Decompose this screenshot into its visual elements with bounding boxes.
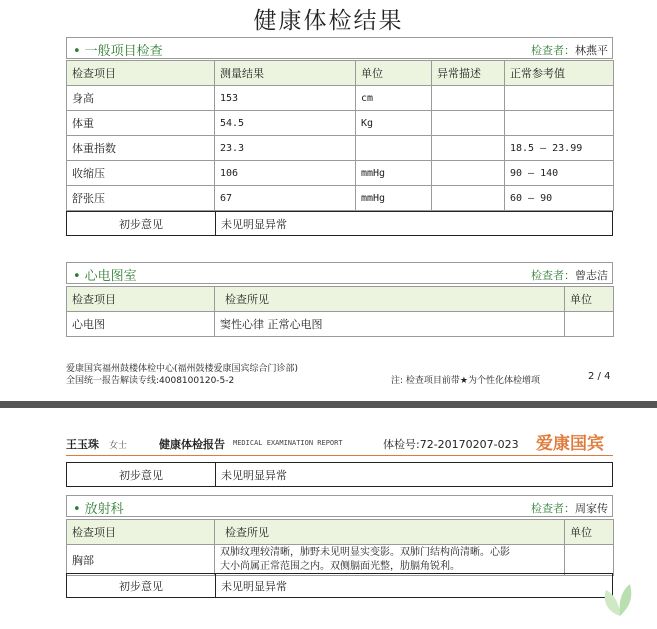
row-item: 体重指数 [67, 136, 215, 161]
header-abnormal: 异常描述 [432, 61, 505, 86]
header-finding: 检查所见 [215, 520, 565, 545]
leaf-logo-icon [598, 578, 642, 618]
table-row [67, 161, 614, 186]
row-item: 胸部 [67, 545, 215, 576]
header-item: 检查项目 [67, 520, 215, 545]
table-row [67, 186, 614, 211]
row-item: 心电图 [67, 312, 215, 337]
general-table-header [67, 61, 614, 86]
summary-label: 初步意见 [67, 212, 216, 236]
general-summary [66, 211, 613, 236]
row-unit [565, 312, 614, 337]
row-result: 23.3 [215, 136, 356, 161]
row-item: 身高 [67, 86, 215, 111]
header-unit: 单位 [565, 520, 614, 545]
patient-name: 王玉珠 [66, 438, 99, 451]
header-unit: 单位 [356, 61, 432, 86]
row-result: 106 [215, 161, 356, 186]
row-unit: cm [356, 86, 432, 111]
row-reference [505, 86, 614, 111]
header-item: 检查项目 [67, 287, 215, 312]
row-finding: 窦性心律 正常心电图 [215, 312, 565, 337]
radiology-table-header [67, 520, 614, 545]
general-table [66, 60, 614, 211]
row-unit [565, 545, 614, 576]
summary-value: 未见明显异常 [216, 574, 613, 598]
table-row [67, 312, 614, 337]
row-result: 67 [215, 186, 356, 211]
finding-line: 双肺纹理较清晰，肺野未见明显实变影。双肺门结构尚清晰。心影 [220, 547, 510, 558]
row-abnormal [432, 136, 505, 161]
page-number: 2 / 4 [588, 371, 611, 382]
radiology-inspector: 检查者：周家传 [531, 502, 608, 515]
row-reference: 60 — 90 [505, 186, 614, 211]
summary-value: 未见明显异常 [216, 212, 613, 236]
finding-line: 大小尚属正常范围之内。双侧膈面光整，肋膈角锐利。 [220, 561, 460, 572]
report-title: 健康体检报告 [159, 438, 225, 451]
row-abnormal [432, 186, 505, 211]
ecg-inspector: 检查者：曾志洁 [531, 269, 608, 282]
row-reference [505, 111, 614, 136]
table-row [67, 545, 614, 576]
exam-number: 体检号:72-20170207-023 [383, 438, 519, 451]
summary-label: 初步意见 [67, 463, 216, 487]
ecg-section-header [66, 262, 613, 284]
header-result: 测量结果 [215, 61, 356, 86]
row-unit: mmHg [356, 186, 432, 211]
header-finding: 检查所见 [215, 287, 565, 312]
row-reference: 18.5 — 23.99 [505, 136, 614, 161]
row-item: 收缩压 [67, 161, 215, 186]
radiology-table [66, 519, 614, 576]
row-abnormal [432, 86, 505, 111]
page-divider [0, 401, 657, 408]
row-unit: Kg [356, 111, 432, 136]
row-abnormal [432, 111, 505, 136]
row-unit [356, 136, 432, 161]
row-reference: 90 — 140 [505, 161, 614, 186]
row-unit: mmHg [356, 161, 432, 186]
general-section-title: • 一般项目检查 [73, 44, 163, 59]
footer-note: 注: 检查项目前带★为个性化体检增项 [391, 376, 540, 386]
ecg-table [66, 286, 614, 337]
row-finding [215, 545, 565, 576]
radiology-summary [66, 573, 613, 598]
row-result: 54.5 [215, 111, 356, 136]
general-section-header [66, 37, 613, 59]
summary-label: 初步意见 [67, 574, 216, 598]
footer-center-name: 爱康国宾福州鼓楼体检中心(福州鼓楼爱康国宾综合门诊部) [66, 364, 299, 374]
radiology-section-title: • 放射科 [73, 502, 124, 517]
header-item: 检查项目 [67, 61, 215, 86]
table-row [67, 86, 614, 111]
ecg-section-title: • 心电图室 [73, 269, 137, 284]
patient-gender: 女士 [109, 441, 128, 451]
brand-logo-text: 爱康国宾 [536, 434, 604, 454]
summary-value: 未见明显异常 [216, 463, 613, 487]
header-reference: 正常参考值 [505, 61, 614, 86]
general-inspector: 检查者：林燕平 [531, 44, 608, 57]
report-title-en: MEDICAL EXAMINATION REPORT [233, 439, 343, 447]
row-item: 体重 [67, 111, 215, 136]
header-unit: 单位 [565, 287, 614, 312]
table-row [67, 111, 614, 136]
table-row [67, 136, 614, 161]
page-title: 健康体检结果 [253, 8, 404, 34]
footer-hotline: 全国统一报告解读专线:4008100120-5-2 [66, 376, 235, 386]
row-abnormal [432, 161, 505, 186]
row-result: 153 [215, 86, 356, 111]
radiology-section-header [66, 495, 613, 517]
ecg-table-header [67, 287, 614, 312]
header-rule [66, 455, 613, 456]
row-item: 舒张压 [67, 186, 215, 211]
ecg-summary [66, 462, 613, 487]
